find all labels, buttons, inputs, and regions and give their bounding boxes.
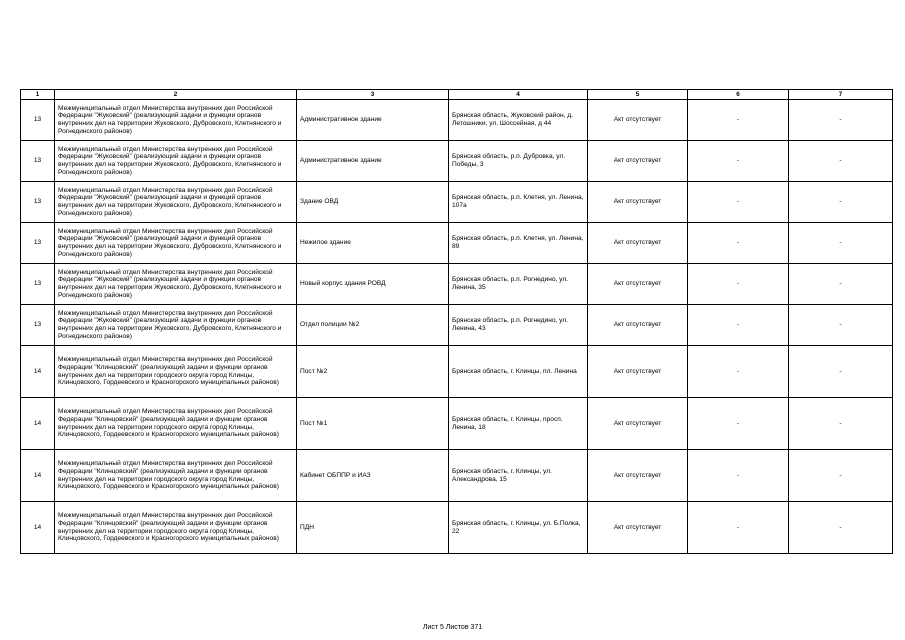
column-6-cell: - [688,141,789,182]
organization-cell: Межмуниципальный отдел Министерства внутренних дел Российской Федерации "Клинцовский" (реализующий задачи и функции органов внутренних дел на территории городского округа город Клинцы, Клинцовского, Гордеевского и Красногорского муниципальных районов) [55,450,297,502]
act-cell: Акт отсутствует [588,398,688,450]
object-cell: ПДН [297,502,449,554]
address-cell: Брянская область, г. Клинцы, просп. Ленина, 18 [449,398,588,450]
document-table [20,89,893,554]
column-6-cell: - [688,398,789,450]
column-6-cell: - [688,223,789,264]
act-cell: Акт отсутствует [588,450,688,502]
address-cell: Брянская область, р.п. Клетня, ул. Ленина, 89 [449,223,588,264]
header-row [21,90,893,100]
column-6-cell: - [688,305,789,346]
table-row [21,182,893,223]
address-cell: Брянская область, р.п. Рогнедино, ул. Ленина, 35 [449,264,588,305]
column-7-cell: - [789,305,893,346]
column-header-5: 5 [588,90,688,100]
row-number: 13 [21,305,55,346]
column-6-cell: - [688,450,789,502]
page-footer: Лист 5 Листов 371 [422,624,483,631]
organization-cell: Межмуниципальный отдел Министерства внутренних дел Российской Федерации "Жуковский" (реализующий задачи и функции органов внутренних дел на территории Жуковского, Дубровского, Клетнянского и Рогнединского районов) [55,141,297,182]
address-cell: Брянская область, г. Клинцы, ул. Б.Полка, 22 [449,502,588,554]
address-cell: Брянская область, р.п. Рогнедино, ул. Ленина, 43 [449,305,588,346]
table-row [21,346,893,398]
column-header-3: 3 [297,90,449,100]
column-6-cell: - [688,264,789,305]
column-7-cell: - [789,398,893,450]
address-cell: Брянская область, р.п. Клетня, ул. Ленина, 107а [449,182,588,223]
object-cell: Административное здание [297,100,449,141]
column-header-2: 2 [55,90,297,100]
organization-cell: Межмуниципальный отдел Министерства внутренних дел Российской Федерации "Клинцовский" (реализующий задачи и функции органов внутренних дел на территории городского округа город Клинцы, Клинцовского, Гордеевского и Красногорского муниципальных районов) [55,398,297,450]
row-number: 13 [21,223,55,264]
object-cell: Административное здание [297,141,449,182]
object-cell: Пост №1 [297,398,449,450]
column-7-cell: - [789,100,893,141]
column-6-cell: - [688,502,789,554]
address-cell: Брянская область, г. Клинцы, пл. Ленина [449,346,588,398]
organization-cell: Межмуниципальный отдел Министерства внутренних дел Российской Федерации "Жуковский" (реализующий задачи и функций органов внутренних дел на территории Жуковского, Дубровского, Клетнянского и Рогнединского районов) [55,182,297,223]
object-cell: Отдел полиции №2 [297,305,449,346]
column-7-cell: - [789,264,893,305]
act-cell: Акт отсутствует [588,100,688,141]
act-cell: Акт отсутствует [588,502,688,554]
object-cell: Новый корпус здания РОВД [297,264,449,305]
act-cell: Акт отсутствует [588,223,688,264]
organization-cell: Межмуниципальный отдел Министерства внутренних дел Российской Федерации "Жуковский" (реализующий задачи и функции органов внутренних дел на территории Жуковского, Дубровского, Клетнянского и Рогнединского районов) [55,100,297,141]
column-7-cell: - [789,450,893,502]
column-7-cell: - [789,223,893,264]
table-row [21,305,893,346]
column-6-cell: - [688,100,789,141]
row-number: 14 [21,398,55,450]
address-cell: Брянская область, г. Клинцы, ул. Александрова, 15 [449,450,588,502]
act-cell: Акт отсутствует [588,346,688,398]
table-row [21,141,893,182]
row-number: 13 [21,264,55,305]
row-number: 13 [21,141,55,182]
column-7-cell: - [789,346,893,398]
act-cell: Акт отсутствует [588,141,688,182]
table-row [21,264,893,305]
table-row [21,100,893,141]
table-row [21,398,893,450]
object-cell: Нежилое здание [297,223,449,264]
column-7-cell: - [789,182,893,223]
address-cell: Брянская область, Жуковский район, д. Летошники, ул. Шоссейная, д 44 [449,100,588,141]
organization-cell: Межмуниципальный отдел Министерства внутренних дел Российской Федерации "Жуковский" (реализующий задачи и функций органов внутренних дел на территории Жуковского, Дубровского, Клетнянского и Рогнединского районов) [55,223,297,264]
column-header-7: 7 [789,90,893,100]
row-number: 13 [21,100,55,141]
organization-cell: Межмуниципальный отдел Министерства внутренних дел Российской Федерации "Клинцовский" (реализующий задачи и функции органов внутренних дел на территории городского округа город Клинцы, Клинцовского, Гордеевского и Красногорского муниципальных районов) [55,346,297,398]
column-header-6: 6 [688,90,789,100]
act-cell: Акт отсутствует [588,264,688,305]
column-7-cell: - [789,141,893,182]
column-6-cell: - [688,346,789,398]
address-cell: Брянская область, р.п. Дубровка, ул. Победы, 3 [449,141,588,182]
column-header-1: 1 [21,90,55,100]
row-number: 14 [21,502,55,554]
table-row [21,450,893,502]
table-row [21,223,893,264]
column-header-4: 4 [449,90,588,100]
object-cell: Здание ОВД [297,182,449,223]
organization-cell: Межмуниципальный отдел Министерства внутренних дел Российской Федерации "Клинцовский" (реализующий задачи и функции органов внутренних дел на территории городского округа город Клинцы, Клинцовского, Гордеевского и Красногорского муниципальных районов) [55,502,297,554]
column-6-cell: - [688,182,789,223]
act-cell: Акт отсутствует [588,182,688,223]
row-number: 13 [21,182,55,223]
organization-cell: Межмуниципальный отдел Министерства внутренних дел Российской Федерации "Жуковский" (реализующий задачи и функции органов внутренних дел на территории Жуковского, Дубровского, Клетнянского и Рогнединского районов) [55,305,297,346]
object-cell: Кабинет ОБППР и ИАЗ [297,450,449,502]
act-cell: Акт отсутствует [588,305,688,346]
object-cell: Пост №2 [297,346,449,398]
row-number: 14 [21,346,55,398]
column-7-cell: - [789,502,893,554]
table-row [21,502,893,554]
organization-cell: Межмуниципальный отдел Министерства внутренних дел Российской Федерации "Жуковский" (реализующий задачи и функции органов внутренних дел на территории Жуковского, Дубровского, Клетнянского и Рогнединского районов) [55,264,297,305]
row-number: 14 [21,450,55,502]
